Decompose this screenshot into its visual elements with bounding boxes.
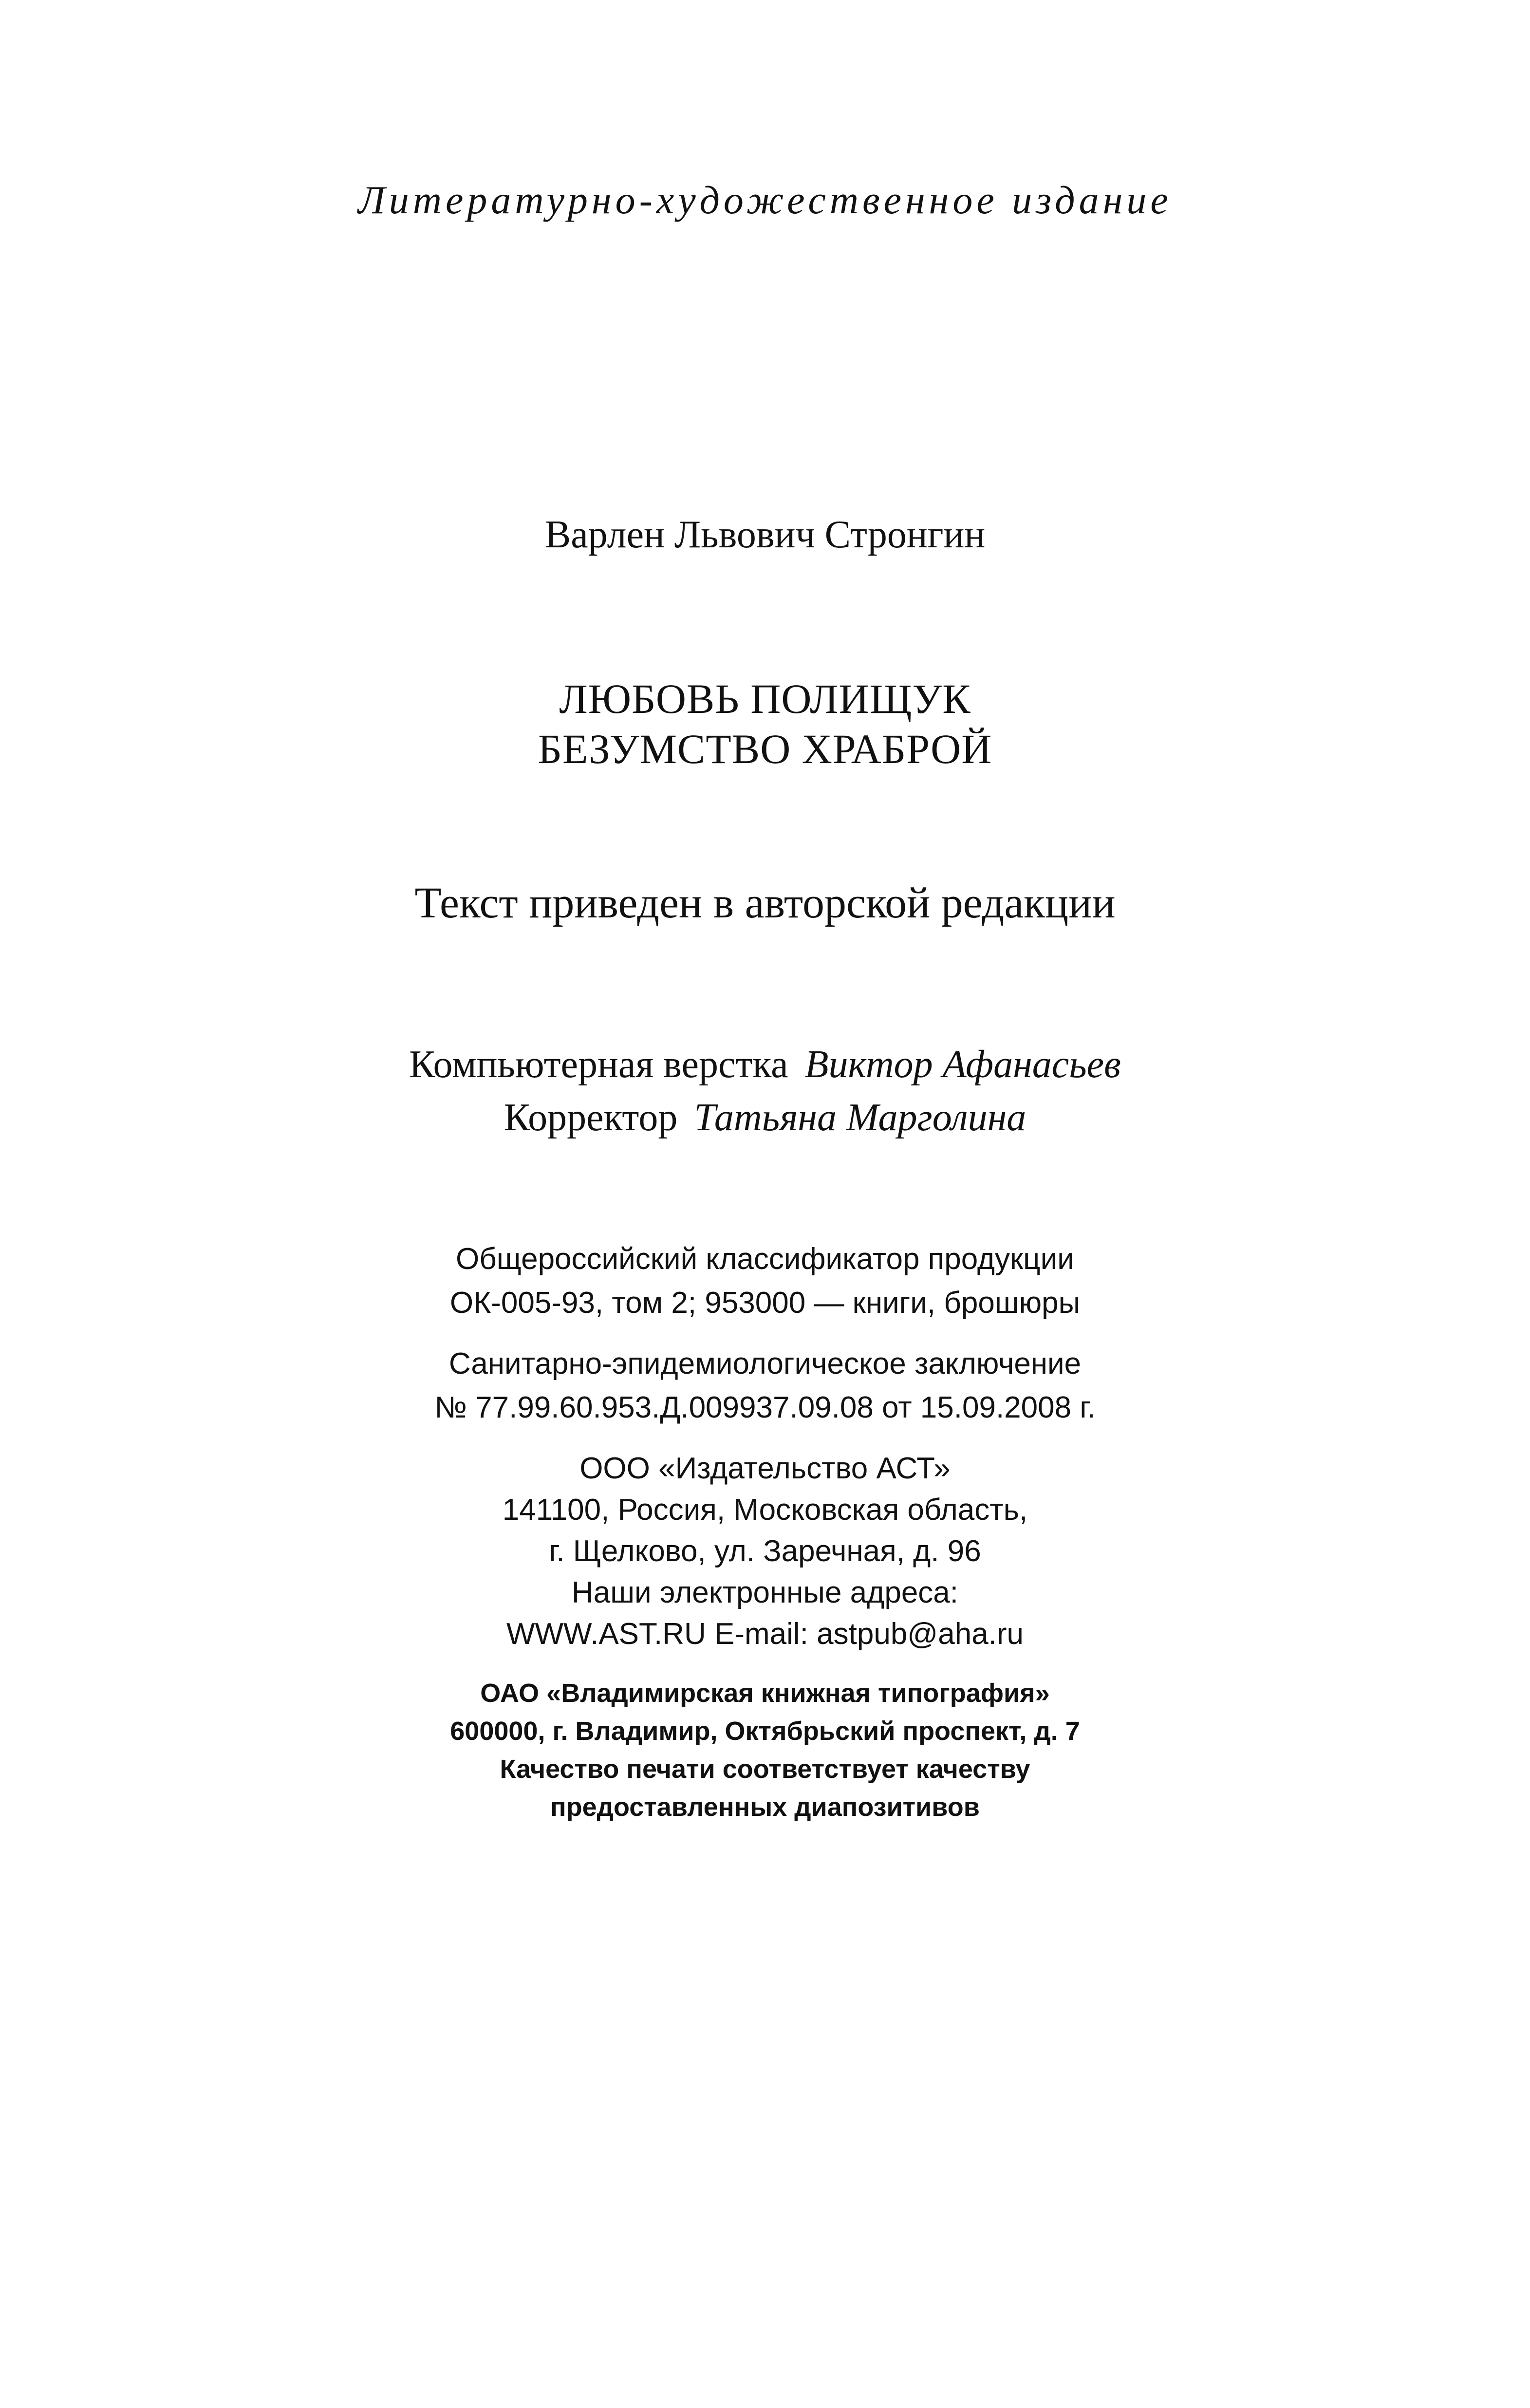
credit-proofreader-role: Корректор xyxy=(504,1096,678,1139)
credit-layout xyxy=(0,1045,1530,1084)
sanitary-line-1: Санитарно-эпидемиологическое заключение xyxy=(448,1347,1082,1381)
edition-note: Текст приведен в авторской редакции xyxy=(414,879,1116,927)
author-name: Варлен Львович Стронгин xyxy=(544,513,986,556)
credit-proofreader xyxy=(0,1098,1530,1137)
credit-layout-name: Виктор Афанасьев xyxy=(804,1043,1121,1086)
book-title-line-1: ЛЮБОВЬ ПОЛИЩУК xyxy=(559,675,971,722)
classifier-line-2: ОК-005-93, том 2; 953000 — книги, брошюры xyxy=(449,1286,1081,1320)
print-quality-line-1: Качество печати соответствует качеству xyxy=(500,1755,1030,1784)
printer-address: 600000, г. Владимир, Октябрьский проспект, д. 7 xyxy=(450,1717,1080,1746)
genre-line: Литературно-художественное издание xyxy=(358,178,1172,222)
publisher-web-label: Наши электронные адреса: xyxy=(571,1576,959,1609)
book-title-line-2: БЕЗУМСТВО ХРАБРОЙ xyxy=(538,726,992,772)
publisher-address-line-2: г. Щелково, ул. Заречная, д. 96 xyxy=(549,1534,981,1568)
sanitary-line-2: № 77.99.60.953.Д.009937.09.08 от 15.09.2008 г. xyxy=(434,1391,1096,1424)
print-quality-line-2: предоставленных диапозитивов xyxy=(550,1792,980,1822)
credit-layout-role: Компьютерная верстка xyxy=(409,1043,788,1086)
publisher-name: ООО «Издательство АСТ» xyxy=(579,1452,951,1485)
printer-name: ОАО «Владимирская книжная типография» xyxy=(480,1679,1050,1708)
credit-proofreader-name: Татьяна Марголина xyxy=(694,1096,1026,1139)
publisher-web-addresses: WWW.AST.RU E-mail: astpub@aha.ru xyxy=(506,1617,1024,1651)
publisher-address-line-1: 141100, Россия, Московская область, xyxy=(502,1493,1028,1527)
classifier-line-1: Общероссийский классификатор продукции xyxy=(456,1242,1074,1276)
